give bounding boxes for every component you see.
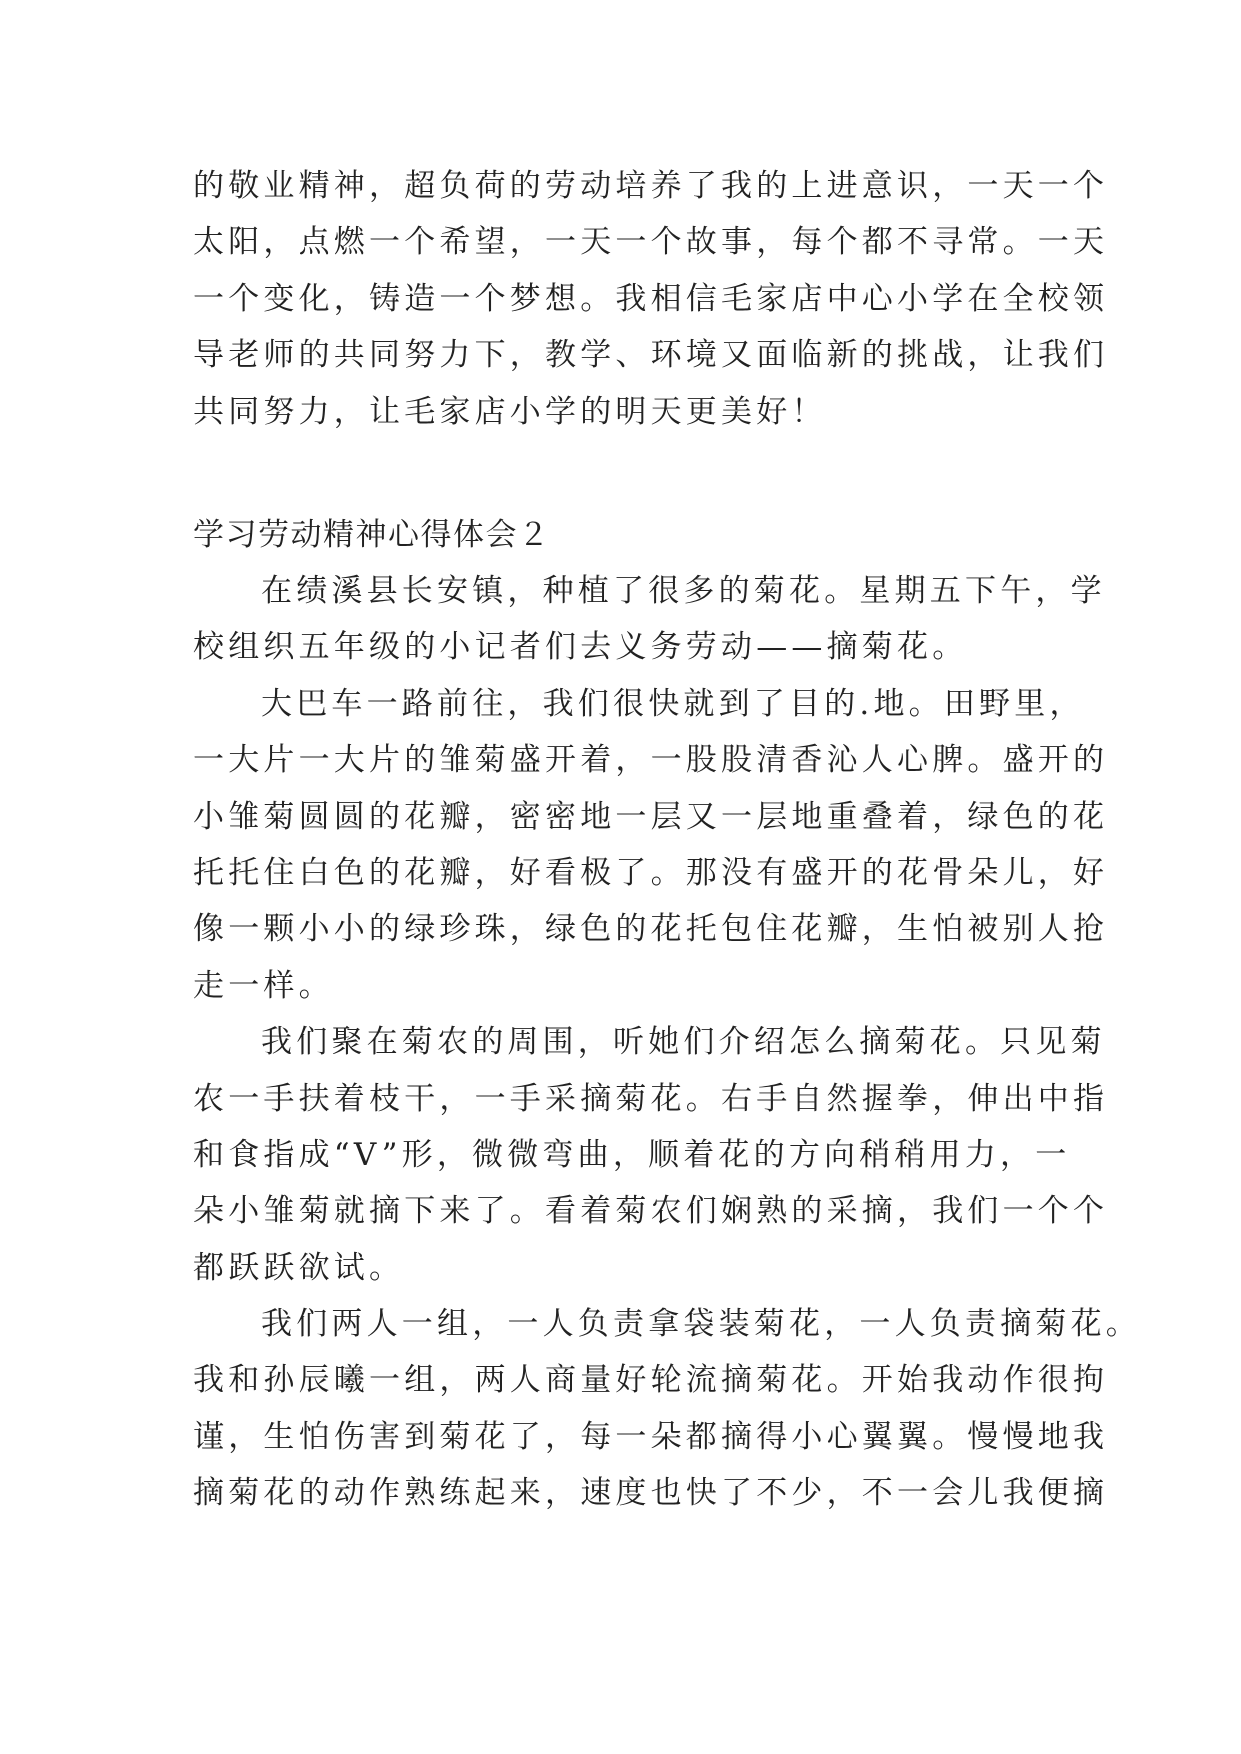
text-line: 和食指成“V”形，微微弯曲，顺着花的方向稍稍用力，一 xyxy=(193,1136,1071,1173)
text-line: 小雏菊圆圆的花瓣，密密地一层又一层地重叠着，绿色的花 xyxy=(193,798,1109,835)
text-line: 太阳，点燃一个希望，一天一个故事，每个都不寻常。一天 xyxy=(193,224,1109,261)
text-line: 的敬业精神，超负荷的劳动培养了我的上进意识，一天一个 xyxy=(193,168,1109,204)
text-line: 共同努力，让毛家店小学的明天更美好！ xyxy=(193,393,827,430)
text-line: 导老师的共同努力下，教学、环境又面临新的挑战，让我们 xyxy=(193,337,1109,374)
text-line: 摘菊花的动作熟练起来，速度也快了不少，不一会儿我便摘 xyxy=(193,1475,1109,1512)
text-line: 托托住白色的花瓣，好看极了。那没有盛开的花骨朵儿，好 xyxy=(193,854,1109,891)
continuation-paragraph xyxy=(193,158,1109,440)
text-line: 我们聚在菊农的周围，听她们介绍怎么摘菊花。只见菊 xyxy=(261,1024,1106,1061)
text-line: 我和孙辰曦一组，两人商量好轮流摘菊花。开始我动作很拘 xyxy=(193,1362,1109,1399)
heading-text: 学习劳动精神心得体会２ xyxy=(193,517,551,553)
text-line: 都跃跃欲试。 xyxy=(193,1249,405,1286)
text-line: 在绩溪县长安镇，种植了很多的菊花。星期五下午，学 xyxy=(261,573,1106,609)
text-line: 朵小雏菊就摘下来了。看着菊农们娴熟的采摘，我们一个个 xyxy=(193,1193,1109,1230)
text-line: 走一样。 xyxy=(193,967,334,1004)
text-line: 像一颗小小的绿珍珠，绿色的花托包住花瓣，生怕被别人抢 xyxy=(193,911,1109,948)
text-line: 我们两人一组，一人负责拿袋装菊花，一人负责摘菊花。 xyxy=(261,1306,1141,1343)
text-line: 大巴车一路前往，我们很快就到了目的.地。田野里， xyxy=(261,685,1085,722)
essay-body xyxy=(193,563,1141,1522)
text-line: 农一手扶着枝干，一手采摘菊花。右手自然握拳，伸出中指 xyxy=(193,1080,1109,1117)
text-line: 校组织五年级的小记者们去义务劳动——摘菊花。 xyxy=(193,629,968,666)
text-line: 一大片一大片的雏菊盛开着，一股股清香沁人心脾。盛开的 xyxy=(193,742,1109,779)
text-line: 一个变化，铸造一个梦想。我相信毛家店中心小学在全校领 xyxy=(193,280,1109,317)
section-heading xyxy=(193,507,1055,563)
text-line: 谨，生怕伤害到菊花了，每一朵都摘得小心翼翼。慢慢地我 xyxy=(193,1418,1109,1455)
